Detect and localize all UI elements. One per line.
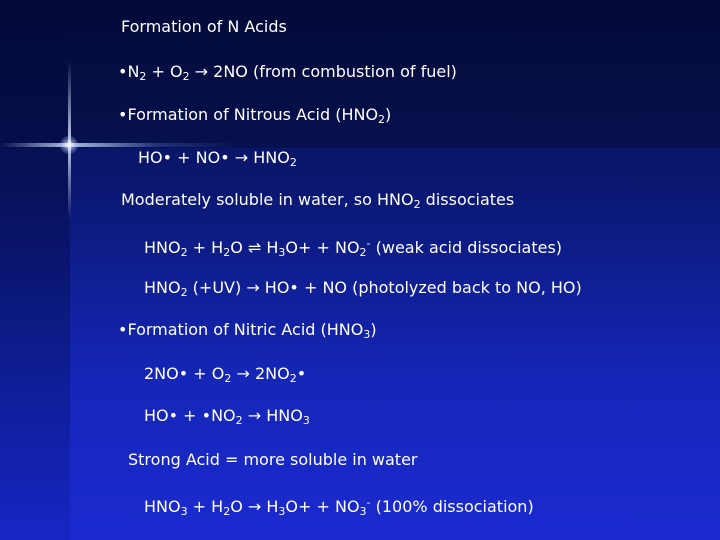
- equation-no-combustion: $•N_2 + O_2 \to 2NO$ (from combustion of fuel): [118, 62, 457, 83]
- equation-nitric-formation: HO• + $•NO_2 \to HNO_3$: [144, 406, 310, 427]
- equation-nitrous-dissociation: $HNO_2 + H_2O$ ⇌ $H_3O+ + NO_2^-$ (weak acid dissociates): [144, 237, 563, 259]
- equation-no2-formation: 2NO• + $O_2$ → $2NO_2•$: [144, 364, 307, 385]
- equation-nitric-dissociation: $HNO_3 + H_2O \to H_3O+ + NO_3^-$ (100% dissociation): [144, 496, 534, 518]
- background-band-left: [0, 0, 70, 540]
- heading-nitrous-acid: •Formation of Nitrous Acid $(HNO_2)$: [118, 105, 392, 126]
- note-strong-acid: Strong Acid = more soluble in water: [128, 450, 418, 469]
- slide-title: Formation of N Acids: [121, 17, 287, 36]
- note-moderately-soluble: Moderately soluble in water, so $HNO_2$ dissociates: [121, 190, 515, 211]
- equation-nitrous-photolysis: $HNO_2$ (+UV) → HO• + NO (photolyzed back to NO, HO): [144, 278, 582, 299]
- heading-nitric-acid: •Formation of Nitric Acid $(HNO_3)$: [118, 320, 377, 341]
- equation-nitrous-formation: HO• + NO• → $HNO_2$: [138, 148, 297, 169]
- light-flare-horizontal: [0, 143, 240, 147]
- light-flare-core: [60, 136, 78, 154]
